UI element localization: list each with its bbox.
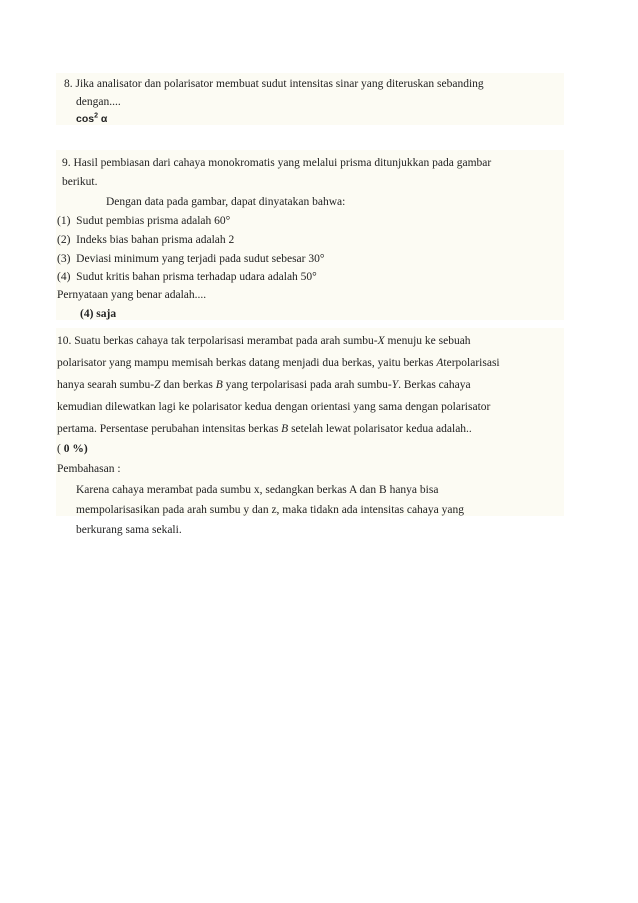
question-9-answer: (4) saja	[80, 308, 117, 320]
question-10-line-3	[57, 375, 471, 395]
question-9-intro: Dengan data pada gambar, dapat dinyatakan bahwa:	[106, 196, 346, 208]
statement-1	[57, 211, 230, 231]
question-8-text-continued: dengan....	[76, 96, 121, 108]
q10-var-z: Z	[154, 379, 161, 391]
statement-text: Sudut kritis bahan prisma terhadap udara adalah 50°	[76, 271, 317, 283]
statement-text: Sudut pembias prisma adalah 60°	[76, 215, 231, 227]
answer-value: 0 %)	[63, 443, 88, 455]
question-10-answer	[57, 439, 88, 459]
discussion-label: Pembahasan :	[57, 463, 121, 475]
q10-var-y: Y	[391, 379, 399, 391]
statement-number: (1)	[57, 215, 71, 227]
q10-text: menuju ke sebuah	[384, 335, 471, 347]
statement-number: (2)	[57, 234, 71, 246]
question-10-line-1	[57, 331, 471, 351]
question-8-answer	[76, 109, 107, 129]
q10-var-x: X	[377, 335, 385, 347]
answer-exponent: 2	[94, 112, 98, 120]
q10-text: hanya searah sumbu-	[57, 379, 155, 391]
q10-text: dan berkas	[160, 379, 216, 391]
question-9-prompt: Pernyataan yang benar adalah....	[57, 289, 207, 301]
question-9-text-continued: berikut.	[62, 176, 98, 188]
statement-text: Deviasi minimum yang terjadi pada sudut sebesar 30°	[76, 253, 325, 265]
question-9-text: 9. Hasil pembiasan dari cahaya monokromatis yang melalui prisma ditunjukkan pada gambar	[62, 157, 492, 169]
q10-var-a: A	[436, 357, 444, 369]
statement-2	[57, 230, 234, 250]
statement-text: Indeks bias bahan prisma adalah 2	[76, 234, 235, 246]
statement-3	[57, 249, 324, 269]
question-10-line-5	[57, 419, 472, 439]
question-10-line-4: kemudian dilewatkan lagi ke polarisator kedua dengan orientasi yang sama dengan polarisator	[57, 401, 491, 413]
statement-4	[57, 267, 317, 287]
statement-number: (3)	[57, 253, 71, 265]
q10-var-b: B	[281, 423, 289, 435]
discussion-line-3: berkurang sama sekali.	[76, 524, 182, 536]
answer-open-paren: (	[57, 443, 64, 455]
discussion-line-1: Karena cahaya merambat pada sumbu x, sedangkan berkas A dan B hanya bisa	[76, 484, 439, 496]
discussion-line-2: mempolarisasikan pada arah sumbu y dan z, maka tidakn ada intensitas cahaya yang	[76, 504, 464, 516]
q10-text: polarisator yang mampu memisah berkas datang menjadi dua berkas, yaitu berkas	[57, 357, 437, 369]
q10-text: 10. Suatu berkas cahaya tak terpolarisasi merambat pada arah sumbu-	[57, 335, 378, 347]
q10-text: yang terpolarisasi pada arah sumbu-	[222, 379, 392, 391]
q10-var-b: B	[215, 379, 223, 391]
question-10-line-2	[57, 353, 500, 373]
q10-text: . Berkas cahaya	[398, 379, 471, 391]
answer-alpha: α	[98, 113, 108, 125]
answer-cos: cos	[76, 113, 95, 125]
q10-text: terpolarisasi	[443, 357, 500, 369]
question-8-text: 8. Jika analisator dan polarisator membuat sudut intensitas sinar yang diteruskan sebanding	[64, 78, 484, 90]
q10-text: pertama. Persentase perubahan intensitas berkas	[57, 423, 282, 435]
q10-text: setelah lewat polarisator kedua adalah..	[288, 423, 472, 435]
statement-number: (4)	[57, 271, 71, 283]
